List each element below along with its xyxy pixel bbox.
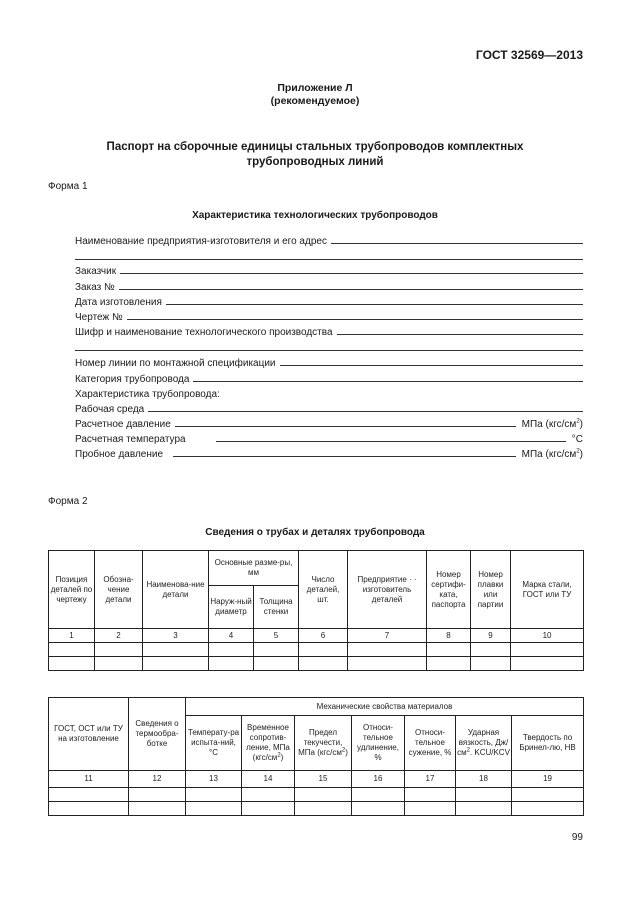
empty-cell[interactable] [295,788,352,802]
field-date-label: Дата изготовления [75,297,162,308]
col-designation: Обозна-чение детали [95,551,143,629]
field-order-label: Заказ № [75,282,115,293]
field-drawing-label: Чертеж № [75,312,123,323]
form1-heading: Характеристика технологических трубопроводов [192,210,438,221]
field-design-pressure [75,416,583,430]
empty-cell[interactable] [49,657,95,671]
empty-cell[interactable] [511,643,584,657]
col-name: Наименова-ние детали [143,551,209,629]
empty-cell[interactable] [511,657,584,671]
field-cipher [75,324,583,338]
empty-cell[interactable] [209,643,254,657]
materials-table [48,697,584,816]
pressure-unit: МПа $(кгс/см^2)$ [521,418,583,430]
empty-cell[interactable] [49,802,129,816]
num-cell: 13 [186,771,242,788]
num-cell: 16 [352,771,405,788]
col-heat-treat: Сведения о термообра-ботке [129,698,186,771]
empty-cell[interactable] [456,788,512,802]
empty-cell[interactable] [352,802,405,816]
num-cell: 10 [511,629,584,643]
empty-cell[interactable] [512,802,584,816]
num-cell: 7 [348,629,427,643]
field-drawing-line[interactable] [127,318,583,320]
empty-cell[interactable] [95,657,143,671]
field-design-pressure-line[interactable] [175,425,516,427]
empty-cell[interactable] [295,802,352,816]
temp-unit: °С [571,434,583,445]
field-order-line[interactable] [119,288,583,290]
col-manufacturer: Предприятие · · изготовитель деталей [348,551,427,629]
num-cell: 4 [209,629,254,643]
table-row [49,643,584,657]
empty-cell[interactable] [352,788,405,802]
field-medium [75,401,583,415]
field-design-temp [75,431,583,445]
empty-cell[interactable] [427,657,471,671]
empty-cell[interactable] [186,788,242,802]
col-contraction: Относи-тельное сужение, % [405,716,456,771]
num-cell: 11 [49,771,129,788]
empty-cell[interactable] [49,788,129,802]
form2-label: Форма 2 [48,496,88,507]
table-row [49,657,584,671]
form2-heading: Сведения о трубах и деталях трубопровода [205,527,425,538]
num-cell: 9 [471,629,511,643]
empty-cell[interactable] [348,657,427,671]
col-gost: ГОСТ, ОСТ или ТУ на изготовление [49,698,129,771]
field-test-pressure [75,446,583,460]
field-line-number-line[interactable] [280,364,584,366]
num-cell: 8 [427,629,471,643]
num-cell: 12 [129,771,186,788]
appendix-label: Приложение Л [277,82,353,94]
table-row [49,802,584,816]
empty-cell[interactable] [143,643,209,657]
field-line-number [75,355,583,369]
empty-cell[interactable] [254,643,299,657]
field-cipher-label: Шифр и наименование технологического производства [75,327,333,338]
field-cipher-line[interactable] [337,333,583,335]
num-cell: 2 [95,629,143,643]
field-design-pressure-label: Расчетное давление [75,419,171,430]
table-row [49,788,584,802]
empty-cell[interactable] [471,657,511,671]
field-date [75,294,583,308]
field-manufacturer [75,233,583,247]
num-cell: 6 [299,629,348,643]
num-cell: 3 [143,629,209,643]
col-impact: Ударная вязкость, $Дж/см^2$. KCU/KCV [456,716,512,771]
col-wall: Толщина стенки [254,586,299,629]
field-characteristic [75,386,583,400]
col-hardness: Твердость по Бринел-лю, НВ [512,716,584,771]
col-position: Позиция деталей по чертежу [49,551,95,629]
page-title [0,140,630,170]
field-category-label: Категория трубопровода [75,374,190,385]
pipes-table [48,550,584,671]
empty-cell[interactable] [512,788,584,802]
field-drawing [75,309,583,323]
page-number: 99 [571,832,583,843]
field-design-temp-line[interactable] [216,440,566,442]
empty-cell[interactable] [405,788,456,802]
empty-cell[interactable] [242,802,295,816]
empty-cell[interactable] [95,643,143,657]
col-heat: Номер плавки или партии [471,551,511,629]
num-cell: 18 [456,771,512,788]
field-date-line[interactable] [166,303,583,305]
field-customer-label: Заказчик [75,266,117,277]
field-manufacturer-line2[interactable] [75,259,583,260]
empty-cell[interactable] [299,657,348,671]
num-cell: 15 [295,771,352,788]
appendix-title [0,82,630,108]
empty-cell[interactable] [186,802,242,816]
empty-cell[interactable] [143,657,209,671]
field-medium-line[interactable] [148,410,583,412]
appendix-status: (рекомендуемое) [270,95,360,107]
field-manufacturer-line[interactable] [331,242,583,244]
empty-cell[interactable] [427,643,471,657]
field-test-pressure-line[interactable] [173,455,516,457]
num-cell: 17 [405,771,456,788]
col-elongation: Относи-тельное удлинение, % [352,716,405,771]
field-customer-line[interactable] [120,272,583,274]
num-cell: 14 [242,771,295,788]
empty-cell[interactable] [405,802,456,816]
form1-label: Форма 1 [48,181,88,192]
col-dims: Основные разме-ры, мм [209,551,299,586]
col-count: Число деталей, шт. [299,551,348,629]
field-customer [75,263,583,277]
pressure-unit-2: МПа $(кгс/см^2)$ [521,448,583,460]
empty-cell[interactable] [456,802,512,816]
field-cipher-line2[interactable] [75,350,583,351]
page-title-line2: трубопроводных линий [246,156,384,168]
document-code: ГОСТ 32569—2013 [475,48,583,62]
col-test-temp: Температу-ра испыта-ний, °С [186,716,242,771]
empty-cell[interactable] [129,802,186,816]
field-line-number-label: Номер линии по монтажной спецификации [75,358,276,369]
field-category-line[interactable] [193,380,583,382]
field-characteristic-label: Характеристика трубопровода: [75,389,220,400]
col-yield: Предел текучести, МПа $(кгс/см^2)$ [295,716,352,771]
num-cell: 1 [49,629,95,643]
empty-cell[interactable] [49,643,95,657]
field-medium-label: Рабочая среда [75,404,145,415]
empty-cell[interactable] [254,657,299,671]
field-category [75,371,583,385]
num-cell: 19 [512,771,584,788]
col-mech: Механические свойства материалов [186,698,584,716]
empty-cell[interactable] [348,643,427,657]
col-cert: Номер сертифи-ката, паспорта [427,551,471,629]
empty-cell[interactable] [129,788,186,802]
page-title-line1: Паспорт на сборочные единицы стальных трубопроводов комплектных [106,141,524,153]
field-manufacturer-label: Наименование предприятия-изготовителя и его адрес [75,236,327,247]
col-grade: Марка стали, ГОСТ или ТУ [511,551,584,629]
field-order [75,279,583,293]
field-test-pressure-label: Пробное давление [75,449,164,460]
num-cell: 5 [254,629,299,643]
empty-cell[interactable] [299,643,348,657]
empty-cell[interactable] [209,657,254,671]
empty-cell[interactable] [471,643,511,657]
col-tensile: Временное сопротив-ление, МПа $(кгс/см^2)$ [242,716,295,771]
empty-cell[interactable] [242,788,295,802]
field-design-temp-label: Расчетная температура [75,434,186,445]
col-outer-diam: Наруж-ный диаметр [209,586,254,629]
